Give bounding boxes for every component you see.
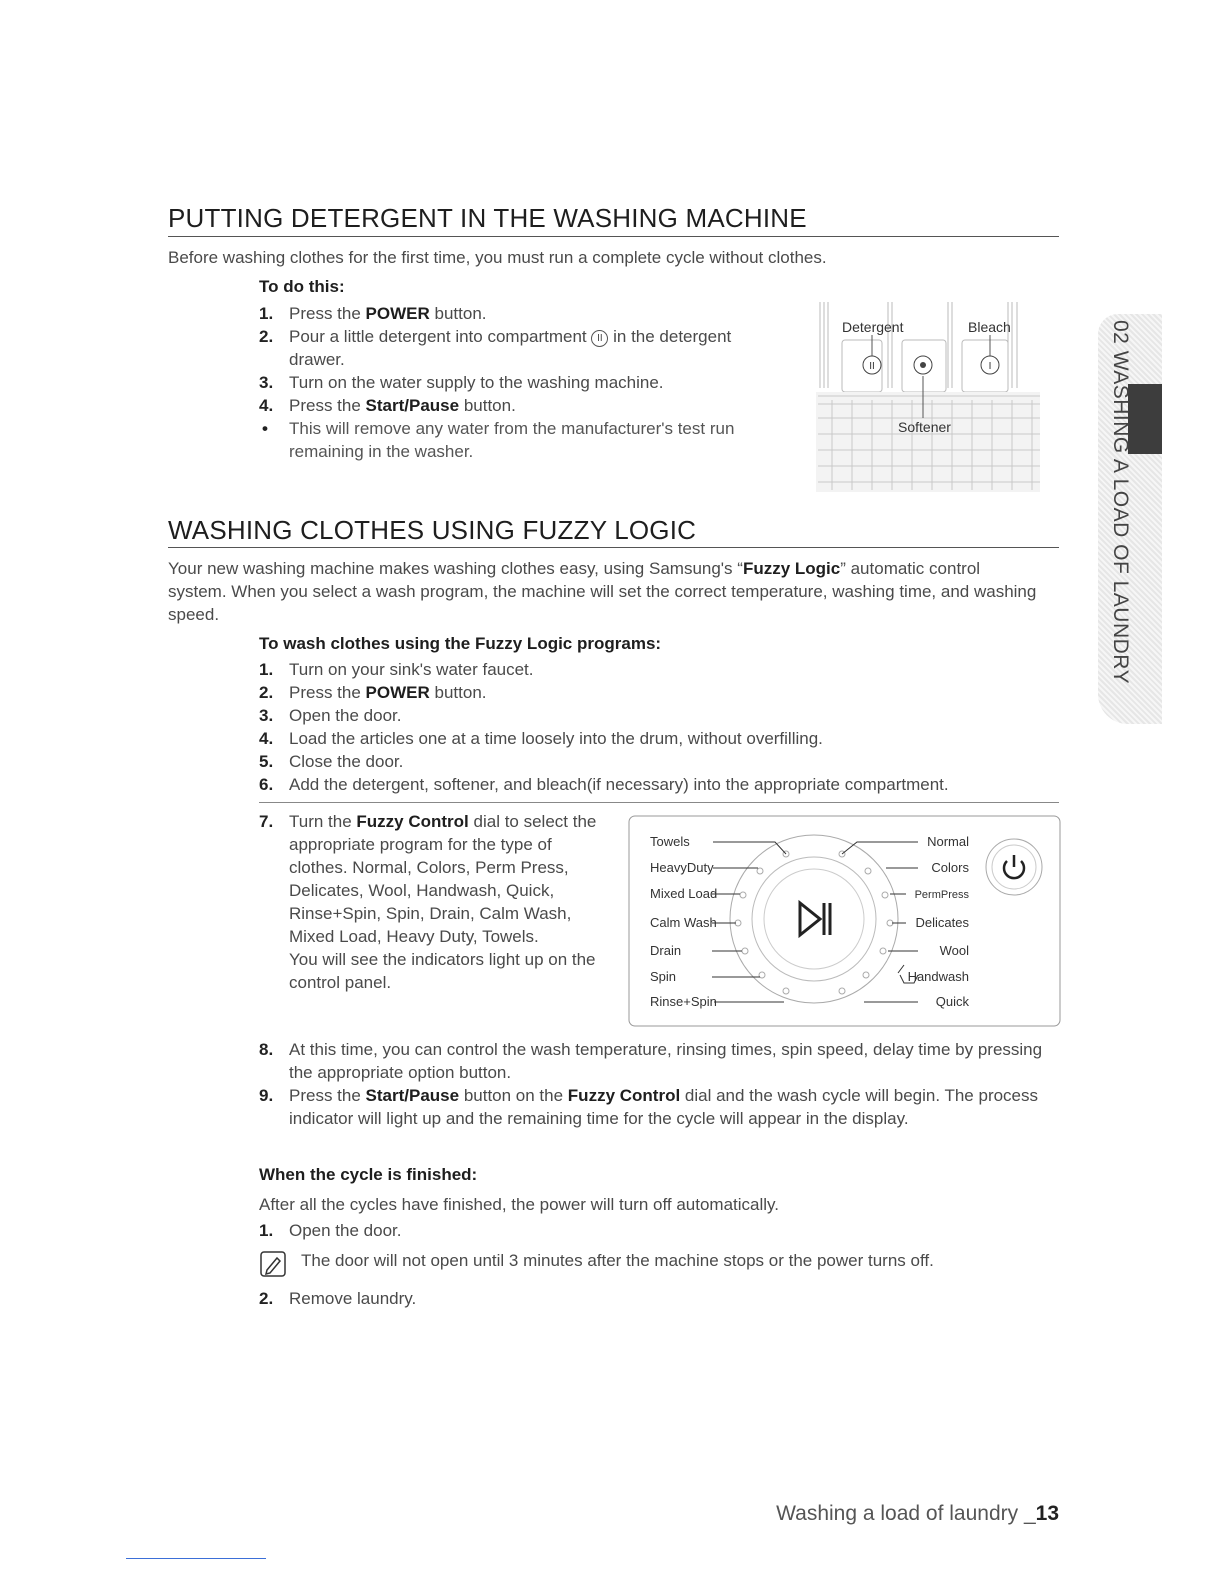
list-item: 2. Pour a little detergent into compartment II in the detergent drawer. xyxy=(259,327,732,369)
fuzzy-control-panel xyxy=(628,815,1062,1029)
note-icon xyxy=(259,1250,287,1278)
section-title-fuzzy-logic: WASHING CLOTHES USING FUZZY LOGIC xyxy=(168,515,697,545)
list-item: 3. Open the door. xyxy=(259,706,402,725)
list-item: 4. Press the Start/Pause button. xyxy=(259,396,516,415)
title-rule xyxy=(168,547,1059,548)
finished-steps-2 xyxy=(259,1287,1049,1310)
bottom-line xyxy=(126,1558,266,1559)
program-label: Wool xyxy=(939,943,969,958)
drawer-label-softener: Softener xyxy=(898,419,951,435)
subheading-fuzzy-programs: To wash clothes using the Fuzzy Logic programs: xyxy=(259,634,662,653)
program-label: Quick xyxy=(935,994,969,1009)
section-title-detergent: PUTTING DETERGENT IN THE WASHING MACHINE xyxy=(168,203,807,233)
drawer-label-bleach: Bleach xyxy=(968,319,1011,335)
program-label: HeavyDuty xyxy=(650,860,714,875)
page-number: 13 xyxy=(1035,1502,1059,1525)
fuzzy-steps-after xyxy=(259,1038,1049,1130)
chapter-tab-label: 02 WASHING A LOAD OF LAUNDRY xyxy=(1109,320,1132,685)
list-item: 1. Open the door. xyxy=(259,1221,402,1240)
title-rule xyxy=(168,236,1059,237)
section-intro: Before washing clothes for the first time, you must run a complete cycle without clothes. xyxy=(168,248,827,267)
list-item: 1. Press the POWER button. xyxy=(259,304,487,323)
program-label: Drain xyxy=(650,943,682,958)
list-item: 4. Load the articles one at a time loosely into the drum, without overfilling. xyxy=(259,729,823,748)
fuzzy-step-7 xyxy=(259,810,604,994)
list-item: 3. Turn on the water supply to the washing machine. xyxy=(259,373,664,392)
step-divider xyxy=(259,802,1059,803)
program-label: Towels xyxy=(650,834,690,849)
subheading-cycle-finished: When the cycle is finished: xyxy=(259,1165,478,1184)
list-item: 8. At this time, you can control the wash temperature, rinsing times, spin speed, delay time by pressing the appropriate option button. xyxy=(259,1040,1043,1082)
finished-steps xyxy=(259,1219,1049,1242)
page-footer: Washing a load of laundry _13 xyxy=(776,1502,1059,1525)
list-item: 7. Turn the Fuzzy Control dial to select the appropriate program for the type of clothes. Normal, Colors, Perm Press, Delicates, Wool, Handwash, Quick, Rinse+Spin, Spin, Drain, Calm Wash, Mixed Load, Heavy Duty, Towels. You will see the indicators light up on the control panel. xyxy=(259,812,597,992)
fuzzy-steps xyxy=(259,658,1049,796)
compartment-mark: II xyxy=(591,330,608,347)
finished-intro: After all the cycles have finished, the power will turn off automatically. xyxy=(259,1195,780,1214)
program-label: Rinse+Spin xyxy=(650,994,717,1009)
program-label: Spin xyxy=(650,969,677,984)
list-item: 2. Press the POWER button. xyxy=(259,683,487,702)
list-item: 2. Remove laundry. xyxy=(259,1289,417,1308)
compartment-i-mark: I xyxy=(988,361,992,372)
program-label: Handwash xyxy=(907,969,969,984)
section-intro: Your new washing machine makes washing clothes easy, using Samsung's “Fuzzy Logic” automatic control system. When you select a wash program, the machine will set the correct temperature, washing time, and washing speed. xyxy=(168,559,1037,624)
note-text: The door will not open until 3 minutes after the machine stops or the power turns off. xyxy=(301,1251,934,1270)
program-label: PermPress xyxy=(914,889,969,901)
program-label: Delicates xyxy=(915,915,969,930)
list-item: 1. Turn on your sink's water faucet. xyxy=(259,660,534,679)
compartment-ii-mark: II xyxy=(869,361,875,372)
detergent-drawer-illustration xyxy=(812,300,1044,492)
program-label: Mixed Load xyxy=(650,886,718,901)
program-label: Colors xyxy=(931,860,969,875)
subheading-to-do-this: To do this: xyxy=(259,277,345,296)
drawer-label-detergent: Detergent xyxy=(842,319,904,335)
program-label: Normal xyxy=(927,834,969,849)
chapter-tab-marker xyxy=(1128,384,1162,454)
bullet-item: • This will remove any water from the manufacturer's test run remaining in the washer. xyxy=(262,419,735,461)
list-item: 6. Add the detergent, softener, and bleach(if necessary) into the appropriate compartment. xyxy=(259,775,949,794)
list-item: 5. Close the door. xyxy=(259,752,404,771)
detergent-steps xyxy=(259,302,779,463)
program-label: Calm Wash xyxy=(650,915,717,930)
list-item: 9. Press the Start/Pause button on the Fuzzy Control dial and the wash cycle will begin. The process indicator will light up and the remaining time for the cycle will appear in the display. xyxy=(259,1086,1039,1128)
